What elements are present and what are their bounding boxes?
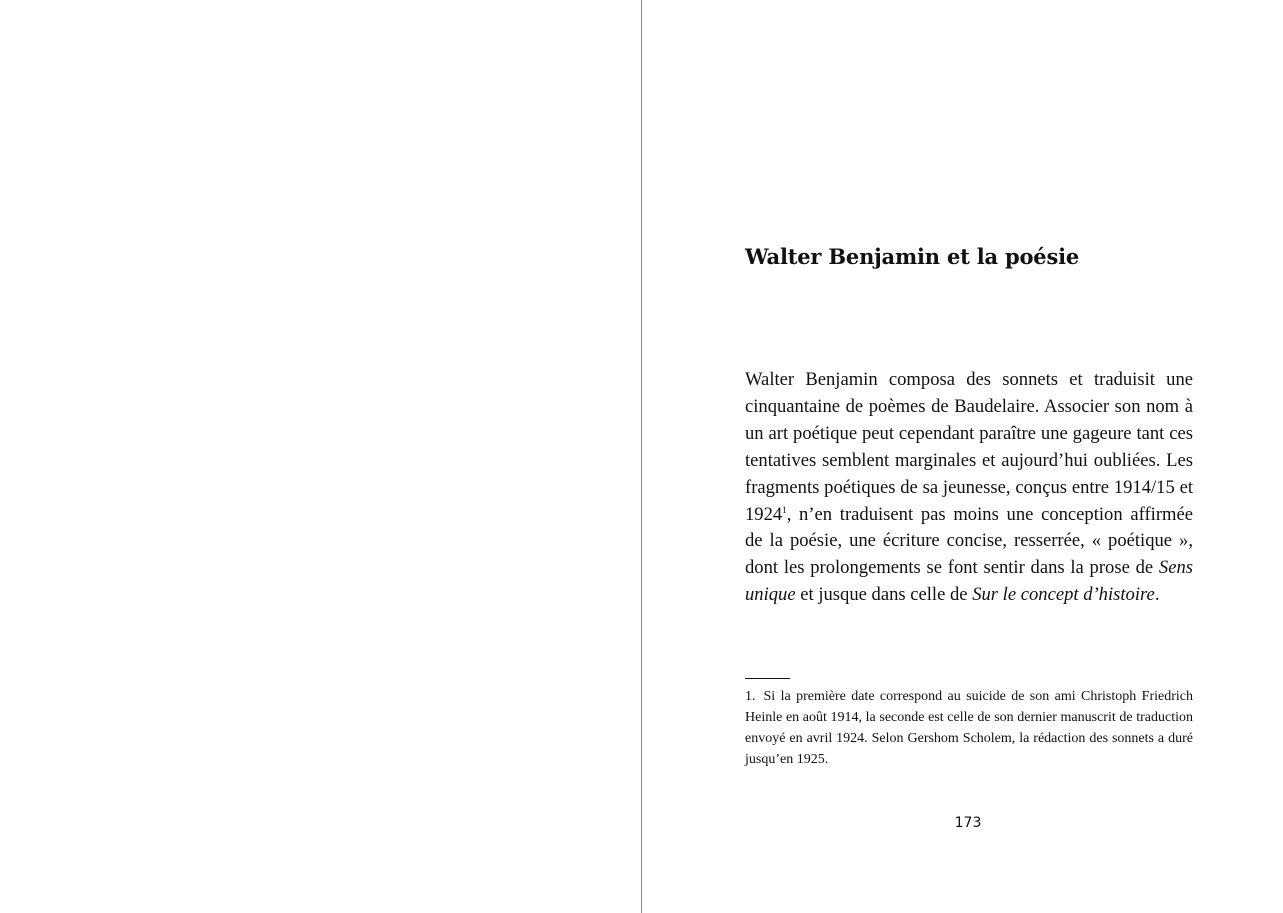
footnote-reference: 1 <box>782 504 787 515</box>
footnote <box>745 686 1193 770</box>
footnote-text: Si la première date correspond au suicide de son ami Christoph Friedrich Heinle en août 1914, la seconde est celle de son dernier manuscrit de traduction envoyé en avril 1924. Selon Gershom Scholem, la rédaction des sonnets a duré jusqu’en 1925. <box>745 689 1193 767</box>
right-page <box>642 0 1283 913</box>
book-title-sens-unique: Sens unique <box>745 557 1193 606</box>
body-text-part4: . <box>1154 584 1160 606</box>
body-text-part2: , n’en traduisent pas moins une conception affirmée de la poésie, une écriture concise, resserrée, « poétique », dont les prolongements se font sentir dans la prose de <box>745 503 1193 579</box>
left-page-blank <box>0 0 641 913</box>
book-title-concept-histoire: Sur le concept d’histoire <box>972 584 1155 606</box>
body-text-part1: Walter Benjamin composa des sonnets et traduisit une cinquantaine de poèmes de Baudelaire. Associer son nom à un art poétique peut cependant paraître une gageure tant ces tentatives semblent marginales et aujourd’hui oubliées. Les fragments poétiques de sa jeunesse, conçus entre 1914/15 et 1924 <box>745 369 1193 525</box>
body-paragraph <box>745 367 1193 609</box>
footnote-separator <box>745 678 790 679</box>
body-text-part3: et jusque dans celle de <box>795 584 973 606</box>
chapter-title: Walter Benjamin et la poésie <box>745 244 1080 269</box>
footnote-number: 1. <box>745 689 756 704</box>
page-number: 173 <box>954 815 982 831</box>
